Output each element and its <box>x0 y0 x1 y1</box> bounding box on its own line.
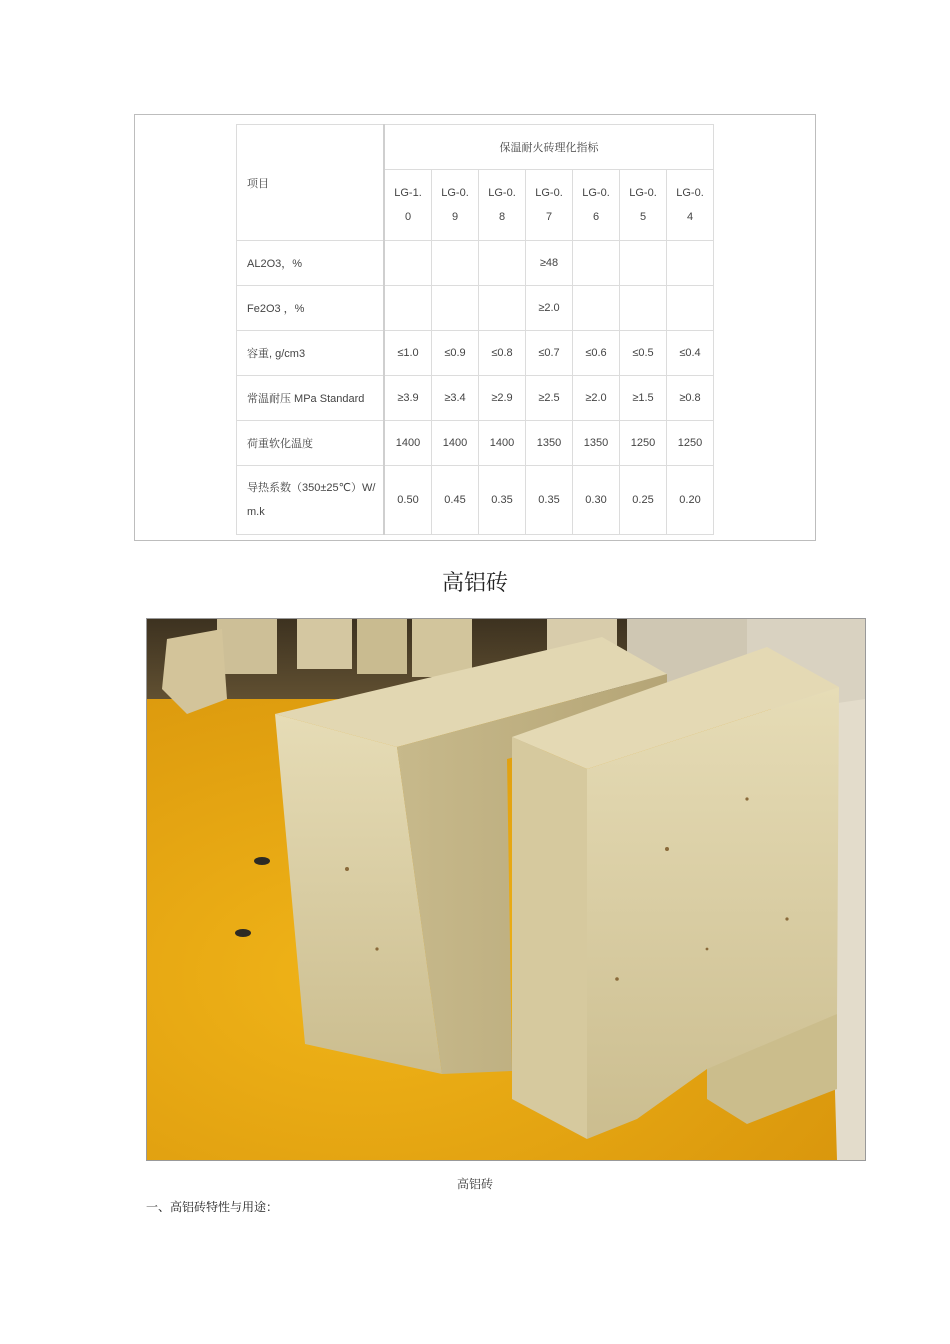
section-heading: 一、高铝砖特性与用途： <box>146 1200 279 1214</box>
value-cell: 1250 <box>667 421 714 466</box>
value-cell <box>573 286 620 331</box>
value-cell: 1350 <box>573 421 620 466</box>
model-cell: LG-0. 4 <box>667 170 714 241</box>
photo-caption: 高铝砖 <box>456 1177 493 1191</box>
item-header: 项目 <box>237 125 385 241</box>
value-cell: ≥2.9 <box>479 376 526 421</box>
row-label: 荷重软化温度 <box>237 421 385 466</box>
model-cell: LG-0. 7 <box>526 170 573 241</box>
value-cell <box>432 286 479 331</box>
value-cell <box>479 286 526 331</box>
row-label: 导热系数（350±25℃）W/ m.k <box>237 466 385 535</box>
value-cell: ≥2.0 <box>573 376 620 421</box>
row-label: Fe2O3 ，% <box>237 286 385 331</box>
model-cell: LG-0. 8 <box>479 170 526 241</box>
row-label: 常温耐压 MPa Standard <box>237 376 385 421</box>
table-row <box>237 421 714 466</box>
value-cell: ≤0.9 <box>432 331 479 376</box>
value-cell: ≤0.7 <box>526 331 573 376</box>
brick-photo <box>146 618 866 1161</box>
model-cell: LG-1. 0 <box>384 170 432 241</box>
value-cell: 1400 <box>432 421 479 466</box>
value-cell: 0.25 <box>620 466 667 535</box>
table-row <box>237 466 714 535</box>
value-cell: ≥2.5 <box>526 376 573 421</box>
spec-table <box>236 124 714 535</box>
value-cell <box>667 241 714 286</box>
value-cell: 0.50 <box>384 466 432 535</box>
value-cell: ≥3.9 <box>384 376 432 421</box>
value-cell: 0.45 <box>432 466 479 535</box>
group-header: 保温耐火砖理化指标 <box>384 125 714 170</box>
row-label: 容重, g/cm3 <box>237 331 385 376</box>
value-cell: 0.35 <box>526 466 573 535</box>
value-cell <box>667 286 714 331</box>
value-cell: 1250 <box>620 421 667 466</box>
value-cell <box>384 241 432 286</box>
page-title: 高铝砖 <box>441 571 508 596</box>
value-cell: ≤0.4 <box>667 331 714 376</box>
value-cell: ≤0.8 <box>479 331 526 376</box>
value-cell <box>620 286 667 331</box>
value-cell: ≥3.4 <box>432 376 479 421</box>
value-cell: 0.20 <box>667 466 714 535</box>
value-cell: ≤0.6 <box>573 331 620 376</box>
value-cell: 1400 <box>384 421 432 466</box>
model-cell: LG-0. 5 <box>620 170 667 241</box>
table-row <box>237 331 714 376</box>
value-cell <box>573 241 620 286</box>
value-cell: 1350 <box>526 421 573 466</box>
value-cell: ≥1.5 <box>620 376 667 421</box>
value-cell: ≥48 <box>526 241 573 286</box>
value-cell: 0.35 <box>479 466 526 535</box>
value-cell: ≤0.5 <box>620 331 667 376</box>
model-cell: LG-0. 6 <box>573 170 620 241</box>
value-cell <box>384 286 432 331</box>
table-row <box>237 286 714 331</box>
value-cell <box>432 241 479 286</box>
value-cell: 0.30 <box>573 466 620 535</box>
value-cell <box>479 241 526 286</box>
row-label: AL2O3，% <box>237 241 385 286</box>
value-cell: ≥0.8 <box>667 376 714 421</box>
model-cell: LG-0. 9 <box>432 170 479 241</box>
value-cell <box>620 241 667 286</box>
table-row <box>237 241 714 286</box>
table-row <box>237 376 714 421</box>
value-cell: ≥2.0 <box>526 286 573 331</box>
value-cell: ≤1.0 <box>384 331 432 376</box>
value-cell: 1400 <box>479 421 526 466</box>
